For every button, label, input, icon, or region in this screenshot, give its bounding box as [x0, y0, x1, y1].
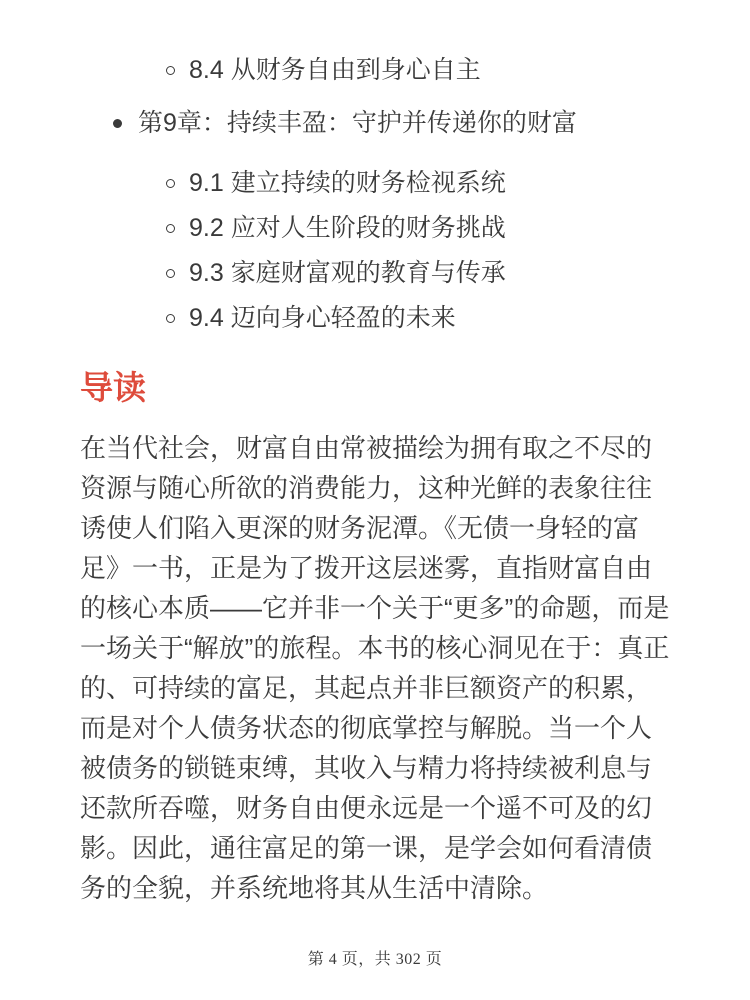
intro-paragraph: 在当代社会，财富自由常被描绘为拥有取之不尽的资源与随心所欲的消费能力，这种光鲜的表象往往诱使人们陷入更深的财务泥潭。《无债一身轻的富足》一书，正是为了拨开这层迷雾，直指财富自由的核心本质——它并非一个关于“更多”的命题，而是一场关于“解放”的旅程。本书的核心洞见在于：真正的、可持续的富足，其起点并非巨额资产的积累，而是对个人债务状态的彻底掌控与解脱。当一个人被债务的锁链束缚，其收入与精力将持续被利息与还款所吞噬，财务自由便永远是一个遥不可及的幻影。因此，通往富足的第一课，是学会如何看清债务的全貌，并系统地将其从生活中清除。 — [80, 433, 670, 903]
circle-bullet-icon — [166, 224, 175, 233]
toc-item-row — [80, 170, 670, 197]
toc-item-label: 9.1 建立持续的财务检视系统 — [189, 169, 506, 197]
circle-bullet-icon — [166, 269, 175, 278]
table-of-contents — [80, 57, 670, 332]
toc-item-row — [80, 57, 670, 84]
toc-item-row — [80, 305, 670, 332]
toc-item-row — [80, 260, 670, 287]
disc-bullet-icon — [113, 119, 122, 128]
section-heading: 导读 — [80, 369, 146, 406]
page-indicator: 第 4 页，共 302 页 — [307, 951, 443, 968]
toc-item-label: 第9章：持续丰盈：守护并传递你的财富 — [138, 109, 577, 137]
page-footer — [0, 946, 750, 969]
toc-item-row — [80, 110, 670, 137]
toc-item-row — [80, 215, 670, 242]
toc-item-label: 9.2 应对人生阶段的财务挑战 — [189, 214, 506, 242]
circle-bullet-icon — [166, 66, 175, 75]
toc-item-label: 9.3 家庭财富观的教育与传承 — [189, 259, 506, 287]
circle-bullet-icon — [166, 179, 175, 188]
toc-item-label: 8.4 从财务自由到身心自主 — [189, 56, 481, 84]
toc-item-label: 9.4 迈向身心轻盈的未来 — [189, 304, 456, 332]
circle-bullet-icon — [166, 314, 175, 323]
